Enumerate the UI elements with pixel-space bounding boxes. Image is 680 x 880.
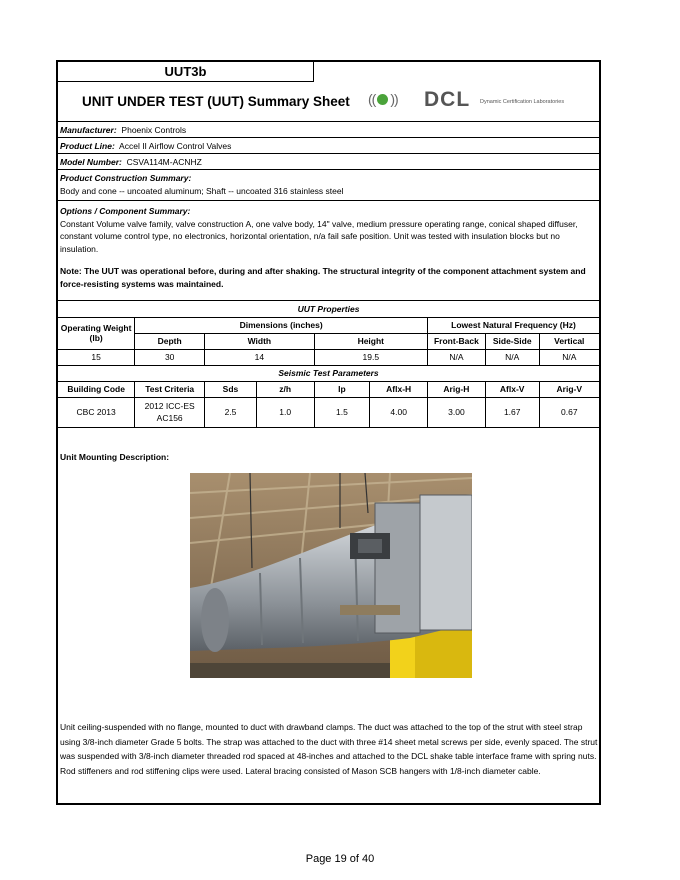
test-criteria-header: Test Criteria: [135, 381, 205, 397]
note-text: Note: The UUT was operational before, during and after shaking. The structural integrity of the component attachment system and force-resisting systems was maintained.: [60, 266, 586, 289]
aflx-h-value: 4.00: [370, 397, 428, 427]
dcl-logo-mark: (( )): [368, 91, 398, 107]
uut-properties-title: UUT Properties: [58, 301, 599, 317]
weight-header: Operating Weight (lb): [58, 317, 135, 349]
ip-value: 1.5: [314, 397, 370, 427]
arig-h-value: 3.00: [428, 397, 486, 427]
model-number-row: Model Number: CSVA114M-ACNHZ: [58, 154, 599, 170]
aflx-v-value: 1.67: [485, 397, 539, 427]
aflx-h-header: Aflx-H: [370, 381, 428, 397]
side-side-header: Side-Side: [485, 333, 539, 349]
manufacturer-row: Manufacturer: Phoenix Controls: [58, 122, 599, 138]
front-back-header: Front-Back: [428, 333, 486, 349]
zh-value: 1.0: [256, 397, 314, 427]
width-header: Width: [205, 333, 314, 349]
construction-row: Product Construction Summary: Body and cone -- uncoated aluminum; Shaft -- uncoated 316 stainless steel: [58, 170, 599, 201]
dcl-logo-name: DCL: [424, 88, 471, 111]
options-value: Constant Volume valve family, valve construction A, one valve body, 14" valve, medium pressure operating range, conical shaped diffuser, constant volume control type, no electronics, horizontal orientation, n/a fail safe position. Unit was tested with insulation blocks but no insulation.: [60, 218, 578, 254]
width-value: 14: [205, 349, 314, 365]
dcl-logo-fullname: Dynamic Certification Laboratories: [480, 99, 565, 105]
uut-id: UUT3b: [58, 62, 314, 82]
product-line-value: Accel II Airflow Control Valves: [119, 141, 232, 151]
vertical-value: N/A: [539, 349, 599, 365]
side-side-value: N/A: [485, 349, 539, 365]
sds-header: Sds: [205, 381, 257, 397]
frequency-header: Lowest Natural Frequency (Hz): [428, 317, 599, 333]
uut-properties-table: [58, 301, 599, 428]
building-code-header: Building Code: [58, 381, 135, 397]
front-back-value: N/A: [428, 349, 486, 365]
mounting-label: Unit Mounting Description:: [60, 452, 170, 462]
dcl-logo: [368, 89, 598, 115]
dimensions-header: Dimensions (inches): [135, 317, 428, 333]
logo-dot-icon: [377, 94, 388, 105]
arig-h-header: Arig-H: [428, 381, 486, 397]
construction-value: Body and cone -- uncoated aluminum; Shaft -- uncoated 316 stainless steel: [60, 185, 344, 196]
depth-header: Depth: [135, 333, 205, 349]
height-value: 19.5: [314, 349, 427, 365]
sheet-title: UNIT UNDER TEST (UUT) Summary Sheet: [82, 94, 350, 109]
summary-sheet: [56, 60, 601, 805]
arig-v-value: 0.67: [539, 397, 599, 427]
depth-value: 30: [135, 349, 205, 365]
zh-header: z/h: [256, 381, 314, 397]
title-row: [58, 82, 599, 122]
page-number: Page 19 of 40: [305, 853, 375, 865]
sds-value: 2.5: [205, 397, 257, 427]
height-header: Height: [314, 333, 427, 349]
building-code-value: CBC 2013: [58, 397, 135, 427]
model-number-value: CSVA114M-ACNHZ: [126, 157, 202, 167]
manufacturer-value: Phoenix Controls: [121, 125, 187, 135]
arig-v-header: Arig-V: [539, 381, 599, 397]
product-line-row: Product Line: Accel II Airflow Control Valves: [58, 138, 599, 154]
vertical-header: Vertical: [539, 333, 599, 349]
ip-header: Ip: [314, 381, 370, 397]
mounting-description: Unit ceiling-suspended with no flange, mounted to duct with drawband clamps. The duct was attached to the top of the strut with steel strap using 3/8-inch diameter Grade 5 bolts. The strap was attached to the duct with three #14 sheet metal screws per side, evenly spaced. The strut was suspended with 3/8-inch diameter threaded rod spaced at 48-inches and attached to the DCL shake table interface frame with spring nuts. Rod stiffeners and rod stiffening clips were used. Lateral bracing consisted of Mason SCB hangers with 1/8-inch diameter cable.: [60, 722, 598, 776]
seismic-title: Seismic Test Parameters: [58, 365, 599, 381]
options-row: Options / Component Summary: Constant Volume valve family, valve construction A, one valve body, 14" valve, medium pressure operating range, conical shaped diffuser, constant volume control type, no electronics, horizontal orientation, n/a fail safe position. Unit was tested with insulation blocks but no insulation. Note: The UUT was operational before, during and after shaking. The structural integrity of the component attachment system and force-resisting systems was maintained.: [58, 201, 599, 301]
weight-value: 15: [58, 349, 135, 365]
test-criteria-value: 2012 ICC-ES AC156: [135, 397, 205, 427]
aflx-v-header: Aflx-V: [485, 381, 539, 397]
unit-mounting-photo: [190, 473, 472, 678]
